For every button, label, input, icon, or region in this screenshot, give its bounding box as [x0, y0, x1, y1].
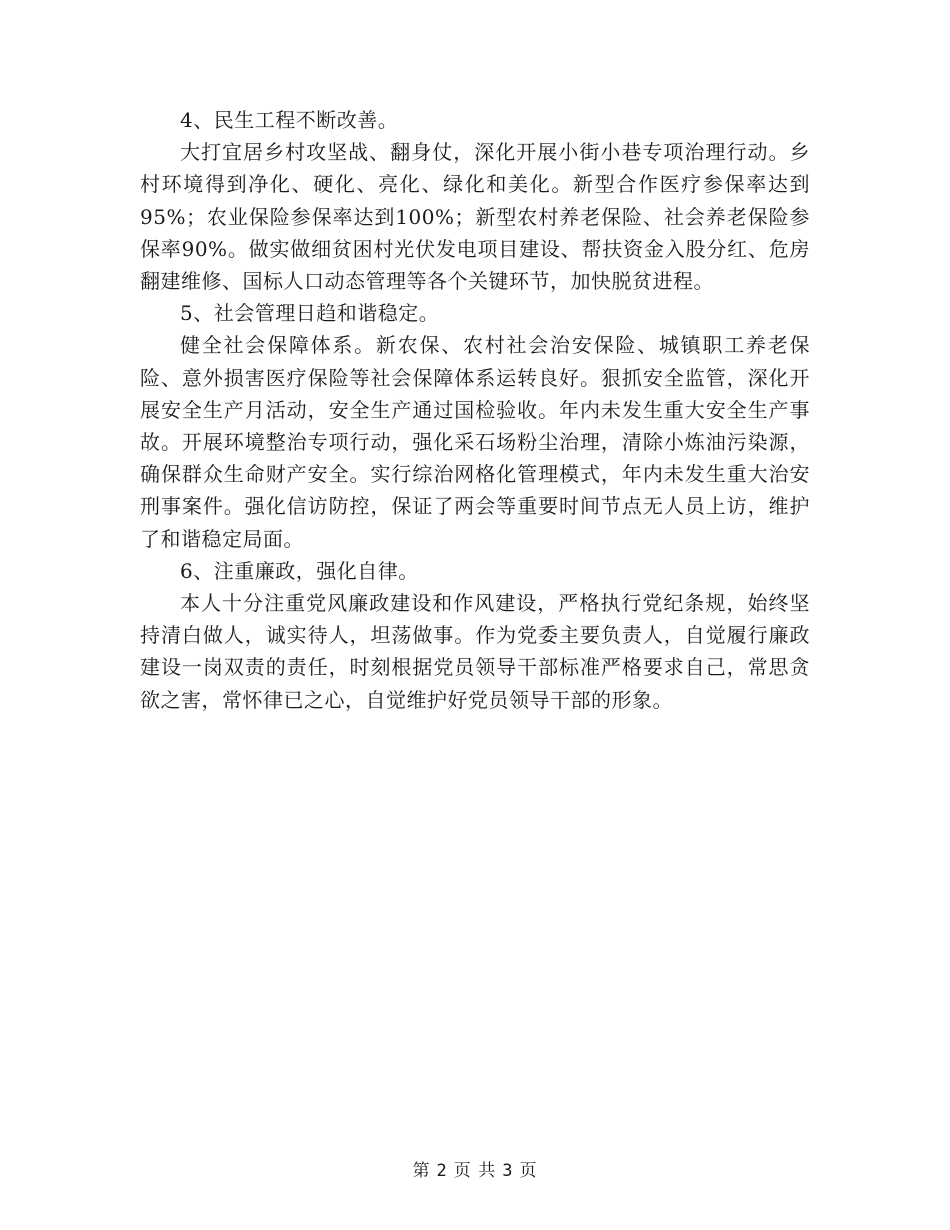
section-heading-6: 6、注重廉政，强化自律。: [180, 558, 419, 583]
footer-suffix: 页: [519, 1161, 538, 1181]
section-paragraph-5: 健全社会保障体系。新农保、农村社会治安保险、城镇职工养老保险、意外损害医疗保险等社会保障体系运转良好。狠抓安全监管，深化开展安全生产月活动，安全生产通过国检验收。年内未发生重大安全生产事故。开展环境整治专项行动，强化采石场粉尘治理，清除小炼油污染源，确保群众生命财产安全。实行综治网格化管理模式，年内未发生重大治安刑事案件。强化信访防控，保证了两会等重要时间节点无人员上访，维护了和谐稳定局面。: [140, 333, 810, 551]
section-heading-4: 4、民生工程不断改善。: [180, 108, 399, 132]
footer-middle: 页 共: [453, 1161, 497, 1181]
section-paragraph-6: 本人十分注重党风廉政建设和作风建设，严格执行党纪条规，始终坚持清白做人，诚实待人，坦荡做事。作为党委主要负责人，自觉履行廉政建设一岗双责的责任，时刻根据党员领导干部标准严格要求自己，常思贪欲之害，常怀律已之心，自觉维护好党员领导干部的形象。: [140, 591, 810, 712]
footer-total-pages: 3: [502, 1161, 514, 1181]
footer-current-page: 2: [436, 1161, 448, 1181]
section-paragraph-4: 大打宜居乡村攻坚战、翻身仗，深化开展小街小巷专项治理行动。乡村环境得到净化、硬化、亮化、绿化和美化。新型合作医疗参保率达到95%；农业保险参保率达到100%；新型农村养老保险、社会养老保险参保率90%。做实做细贫困村光伏发电项目建设、帮扶资金入股分红、危房翻建维修、国标人口动态管理等各个关键环节，加快脱贫进程。: [140, 140, 810, 294]
footer-prefix: 第: [412, 1161, 431, 1181]
page-footer: [0, 1156, 950, 1181]
section-heading-5: 5、社会管理日趋和谐稳定。: [180, 301, 440, 326]
document-body: [140, 104, 810, 716]
